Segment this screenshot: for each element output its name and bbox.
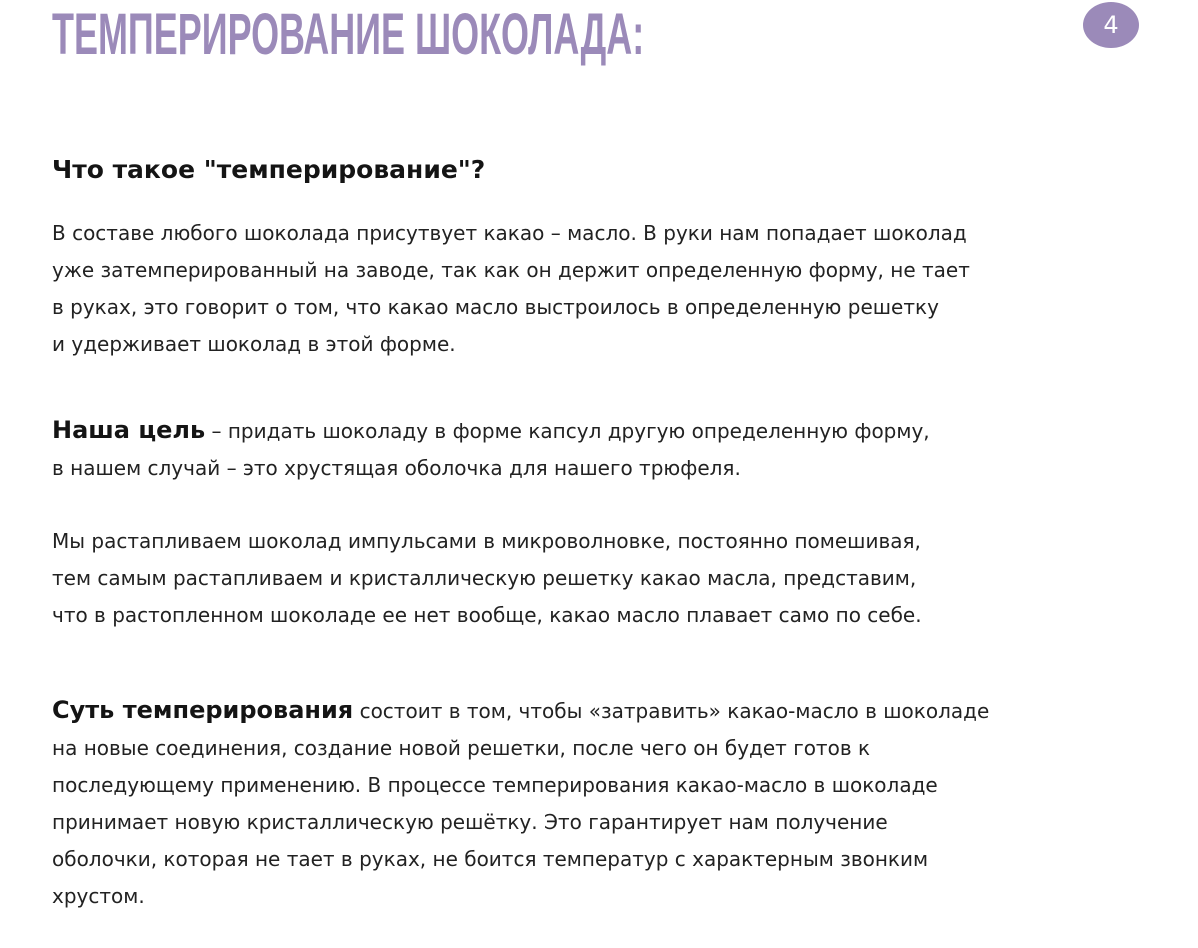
paragraph-line: В составе любого шоколада присутвует какао – масло. В руки нам попадает шоколад <box>52 221 967 245</box>
paragraph-line: уже затемперированный на заводе, так как он держит определенную форму, не тает <box>52 258 970 282</box>
paragraph-line: последующему применению. В процессе темперирования какао-масло в шоколаде <box>52 773 938 797</box>
intro-paragraph <box>52 215 1172 363</box>
essence-first-line-text: состоит в том, чтобы «затравить» какао-масло в шоколаде <box>353 699 990 723</box>
goal-lead: Наша цель <box>52 416 206 444</box>
paragraph-line: что в растопленном шоколаде ее нет вообще, какао масло плавает само по себе. <box>52 603 922 627</box>
essence-paragraph <box>52 692 1172 915</box>
paragraph-line: и удерживает шоколад в этой форме. <box>52 332 456 356</box>
paragraph-line: Мы растапливаем шоколад импульсами в микроволновке, постоянно помешивая, <box>52 529 921 553</box>
paragraph-line: на новые соединения, создание новой решетки, после чего он будет готов к <box>52 736 871 760</box>
paragraph-line <box>52 412 1172 450</box>
paragraph-line: принимает новую кристаллическую решётку. Это гарантирует нам получение <box>52 810 888 834</box>
paragraph-line: тем самым растапливаем и кристаллическую решетку какао масла, представим, <box>52 566 917 590</box>
paragraph-line: хрустом. <box>52 884 145 908</box>
paragraph-line: в руках, это говорит о том, что какао масло выстроилось в определенную решетку <box>52 295 939 319</box>
essence-lead: Суть темперирования <box>52 696 354 724</box>
page-title: ТЕМПЕРИРОВАНИЕ ШОКОЛАДА: <box>52 2 645 67</box>
goal-first-line-text: – придать шоколаду в форме капсул другую определенную форму, <box>205 419 930 443</box>
paragraph-line: в нашем случай – это хрустящая оболочка для нашего трюфеля. <box>52 456 741 480</box>
paragraph-line: оболочки, которая не тает в руках, не боится температур с характерным звонким <box>52 847 929 871</box>
paragraph-line <box>52 692 1172 730</box>
goal-paragraph <box>52 412 1172 487</box>
page-number-badge: 4 <box>1083 2 1139 48</box>
section-heading: Что такое "темперирование"? <box>52 155 486 184</box>
melting-paragraph <box>52 523 1172 634</box>
